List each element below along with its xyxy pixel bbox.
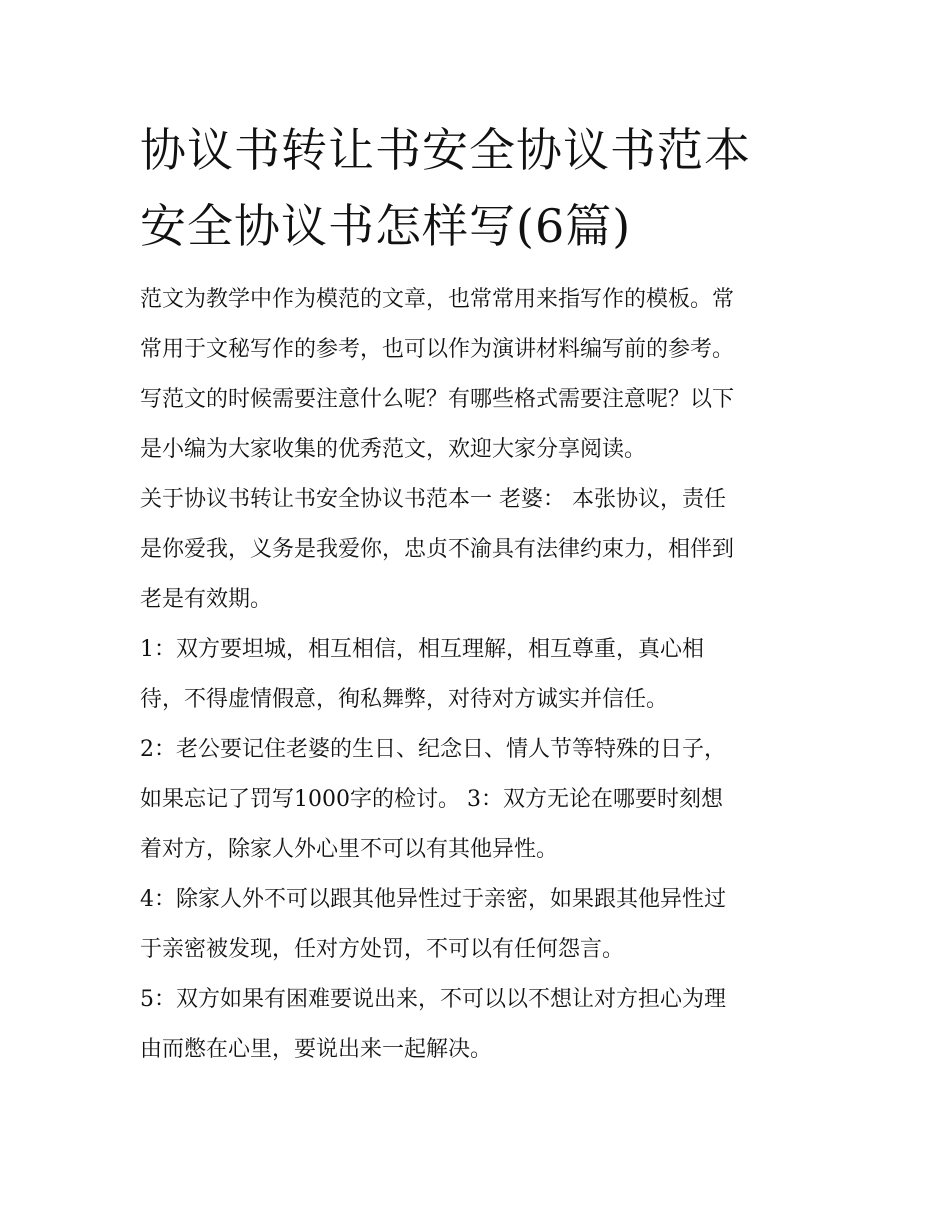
text-line: 是小编为大家收集的优秀范文，欢迎大家分享阅读。 [140,437,647,462]
text-line: 关于协议书转让书安全协议书范本一 老婆： 本张协议，责任 [140,487,726,512]
title-line: 安全协议书怎样写(6篇) [140,199,632,253]
text-line: 着对方，除家人外心里不可以有其他异性。 [140,837,559,862]
text-line: 如果忘记了罚写1000字的检讨。 3：双方无论在哪要时刻想 [140,787,723,812]
text-line: 由而憋在心里，要说出来一起解决。 [140,1037,493,1062]
text-line: 范文为教学中作为模范的文章，也常常用来指写作的模板。常 [140,287,735,312]
document-title [140,112,820,264]
text-line: 待，不得虚情假意，徇私舞弊，对待对方诚实并信任。 [140,687,669,712]
intro-paragraph [140,275,820,475]
clause-paragraph [140,975,820,1075]
text-line: 常用于文秘写作的参考，也可以作为演讲材料编写前的参考。 [140,337,735,362]
text-line: 4：除家人外不可以跟其他异性过于亲密，如果跟其他异性过 [140,887,726,912]
text-line: 2：老公要记住老婆的生日、纪念日、情人节等特殊的日子， [140,737,726,762]
clause-paragraph [140,725,820,875]
document-body [140,275,820,1075]
text-line: 老是有效期。 [140,587,273,612]
title-line: 协议书转让书安全协议书范本 [140,123,751,177]
clause-paragraph [140,875,820,975]
clause-paragraph [140,625,820,725]
text-line: 写范文的时候需要注意什么呢？有哪些格式需要注意呢？以下 [140,387,735,412]
text-line: 1：双方要坦城，相互相信，相互理解，相互尊重，真心相 [140,637,704,662]
text-line: 是你爱我，义务是我爱你，忠贞不渝具有法律约束力，相伴到 [140,537,735,562]
text-line: 5：双方如果有困难要说出来，不可以以不想让对方担心为理 [140,987,726,1012]
text-line: 于亲密被发现，任对方处罚，不可以有任何怨言。 [140,937,625,962]
agreement-preamble-paragraph [140,475,820,625]
